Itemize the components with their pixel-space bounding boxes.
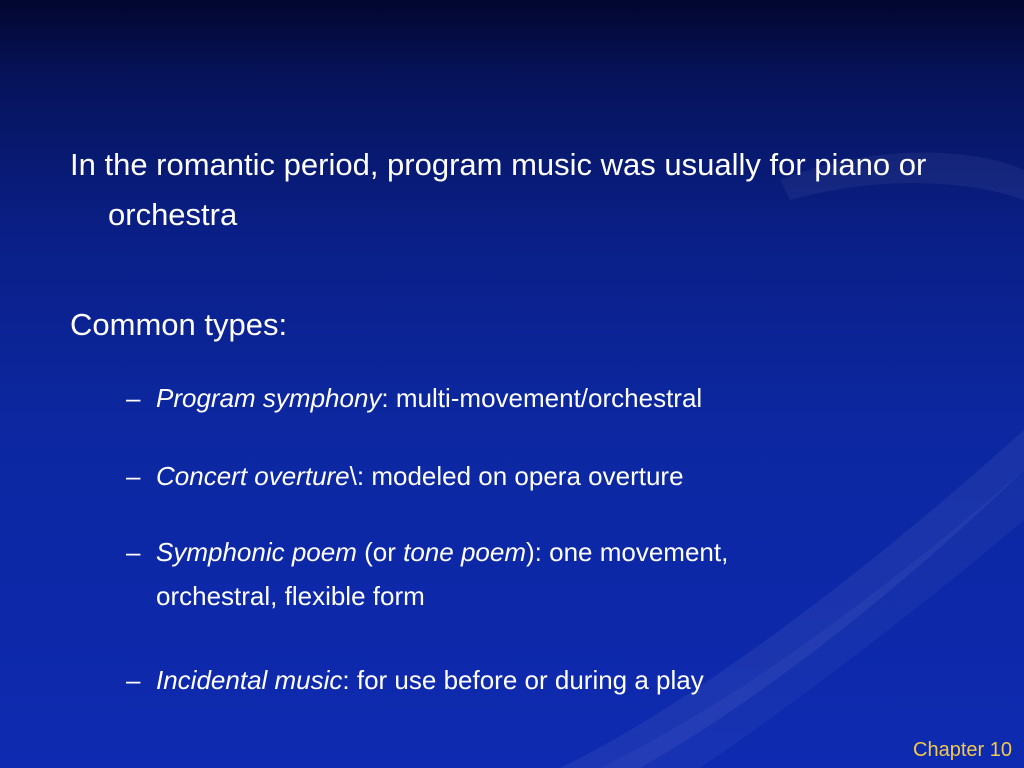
- list-item-concert-overture: [126, 454, 946, 498]
- term-description: ): one movement,: [526, 537, 729, 567]
- list-item-incidental-music: [126, 658, 946, 702]
- term-description: \: modeled on opera overture: [349, 461, 684, 491]
- term-italic: Symphonic poem: [156, 537, 357, 567]
- term-italic: Program symphony: [156, 383, 382, 413]
- term-italic: Concert overture: [156, 461, 350, 491]
- chapter-footer: Chapter 10: [913, 739, 1012, 761]
- term-italic-alt: tone poem: [403, 537, 526, 567]
- term-description: : multi-movement/orchestral: [381, 383, 703, 413]
- term-description-continued: orchestral, flexible form: [156, 581, 425, 611]
- intro-text: In the romantic period, program music was usually for piano or orchestra: [70, 147, 927, 232]
- term-description: : for use before or during a play: [342, 665, 704, 695]
- list-item-program-symphony: [126, 376, 946, 420]
- dash-bullet: –: [126, 383, 141, 413]
- term-italic: Incidental music: [156, 665, 343, 695]
- dash-bullet: –: [126, 461, 141, 491]
- term-paren-open: (or: [356, 537, 404, 567]
- dash-bullet: –: [126, 537, 141, 567]
- dash-bullet: –: [126, 665, 141, 695]
- list-item-symphonic-poem: [126, 530, 946, 618]
- common-types-heading: Common types:: [70, 307, 288, 342]
